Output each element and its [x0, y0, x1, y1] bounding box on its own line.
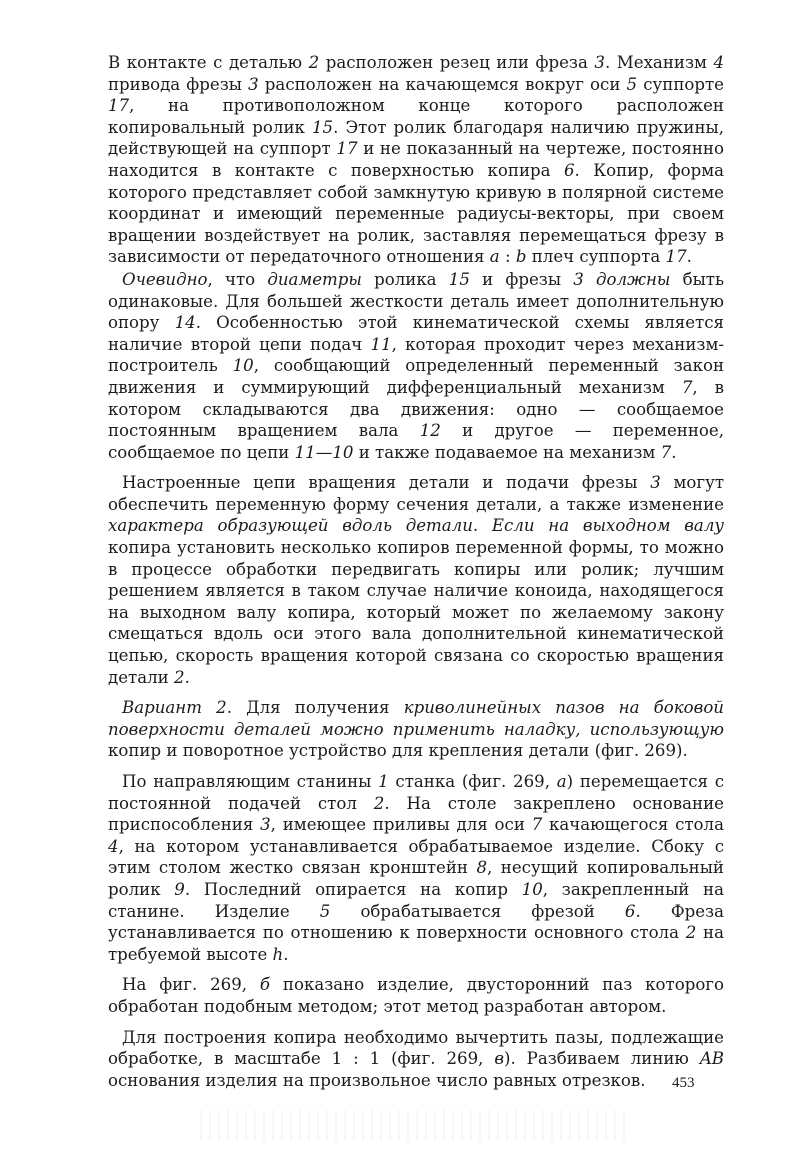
italic-run: 10 [232, 356, 254, 376]
italic-run: характера образующей вдоль детали [108, 516, 473, 536]
paragraph-6: На фиг. 269, б показано изделие, двусторонний паз которого обработан подобным методом; этот метод разработан автором. [108, 975, 724, 1016]
paragraph-5: По направляющим станины 1 станка (фиг. 269, а) перемещается с постоянной подачей стол 2. На столе закреплено основание приспособления 3, имеющее приливы для оси 7 качающегося стола 4, на котором устанавливается обрабатываемое изделие. Сбоку с этим столом жестко связан кронштейн 8, несущий копировальный ролик 9. Последний опирается на копир 10, закрепленный на станине. Изделие 5 обрабатывается фрезой 6. Фреза устанавливается по отношению к поверхности основного стола 2 на требуемой высоте h. [108, 772, 725, 964]
italic-run: 15 [311, 117, 334, 137]
italic-run: 2 [373, 793, 385, 813]
italic-run: Очевидно [122, 269, 208, 289]
italic-run: а [556, 772, 567, 791]
italic-run: 15 [448, 269, 470, 289]
italic-run: 6 [563, 160, 575, 180]
italic-run: a [489, 247, 500, 267]
italic-run: 10 [521, 879, 543, 899]
paragraph-4: Вариант 2. Для получения криволинейных пазов на боковой поверхности деталей можно применить наладку, использующую копир и поворотное устройство для крепления детали (фиг. 269). [108, 698, 724, 761]
paragraph-1: В контакте с деталью 2 расположен резец или фреза 3. Механизм 4 привода фрезы 3 расположен на качающемся вокруг оси 5 суппорте 17, на противоположном конце которого расположен копировальный ролик 15. Этот ролик благодаря наличию пружины, действующей на суппорт 17 и не показанный на чертеже, постоянно находится в контакте с поверхностью копира 6. Копир, форма которого представляет собой замкнутую кривую в полярной системе координат и имеющий переменные радиусы-векторы, при своем вращении воздействует на ролик, заставляя перемещаться фрезу в зависимости от передаточного отношения a : b плеч суппорта 17. [108, 53, 724, 267]
italic-run: должны [596, 269, 671, 289]
italic-run: 9 [174, 879, 185, 899]
italic-run: 3 [260, 815, 271, 835]
paragraph-3: Настроенные цепи вращения детали и подачи фрезы 3 могут обеспечить переменную форму сечения детали, а также изменение характера образующей вдоль детали. Если на выходном валу копира установить несколько копиров переменной формы, то можно в процессе обработки передвигать копиры или ролик; лучшим решением является в таком случае наличие коноида, находящегося на выходном валу копира, который может по желаемому закону смещаться вдоль оси этого вала дополнительной кинематической цепью, скорость вращения которой связана со скоростью вращения детали 2. [108, 473, 725, 687]
italic-run: Если на выходном валу [491, 516, 725, 536]
italic-run: b [515, 247, 527, 267]
italic-run: 11—10 [294, 442, 354, 462]
italic-run: криволинейных пазов на боковой поверхности деталей можно применить наладку, использующую [108, 698, 724, 739]
paragraph-2: Очевидно, что диаметры ролика 15 и фрезы 3 должны быть одинаковые. Для большей жесткости деталь имеет дополнительную опору 14. Особенностью этой кинематической схемы является наличие второй цепи подач 11, которая проходит через механизм-построитель 10, сообщающий определенный переменный закон движения и суммирующий дифференциальный механизм 7, в котором складываются два движения: одно — сообщаемое постоянным вращением вала 12 и другое — переменное, сообщаемое по цепи 11—10 и также подаваемое на механизм 7. [108, 269, 725, 462]
italic-run: 17 [665, 247, 687, 267]
italic-run: 3 [650, 473, 661, 493]
italic-run: 3 [594, 53, 605, 72]
italic-run: 14 [174, 313, 196, 333]
italic-run: AB [699, 1049, 724, 1069]
italic-run: 2 [685, 923, 697, 943]
document-page [108, 52, 724, 1091]
italic-run: 3 [573, 269, 584, 289]
italic-run: 12 [419, 421, 441, 441]
italic-run: 17 [108, 96, 130, 116]
paragraph-7: Для построения копира необходимо вычертить пазы, подлежащие обработке, в масштабе 1 : 1 (фиг. 269, в). Разбиваем линию AB основания изделия на произвольное число равных отрезков. [108, 1027, 724, 1090]
italic-run: h [272, 944, 284, 964]
italic-run: 5 [626, 74, 638, 94]
italic-run: 3 [248, 74, 259, 94]
italic-run: в [494, 1049, 505, 1069]
italic-run: 6 [624, 901, 636, 921]
page-number: 453 [672, 1075, 695, 1091]
italic-run: 11 [370, 334, 392, 354]
italic-run: 4 [108, 836, 119, 856]
italic-run: 7 [681, 377, 693, 397]
italic-run: 7 [660, 442, 672, 462]
italic-run: диаметры [267, 269, 362, 289]
italic-run: 2 [308, 53, 320, 72]
italic-run: б [259, 975, 271, 995]
italic-run: 7 [531, 815, 543, 835]
italic-run: 1 [378, 772, 389, 791]
italic-run: 4 [713, 53, 724, 72]
italic-run: Вариант 2 [122, 698, 227, 718]
scan-artifact [200, 1110, 630, 1140]
italic-run: 17 [336, 139, 358, 159]
italic-run: 2 [174, 667, 185, 687]
italic-run: 8 [476, 858, 488, 878]
italic-run: 5 [319, 901, 331, 921]
